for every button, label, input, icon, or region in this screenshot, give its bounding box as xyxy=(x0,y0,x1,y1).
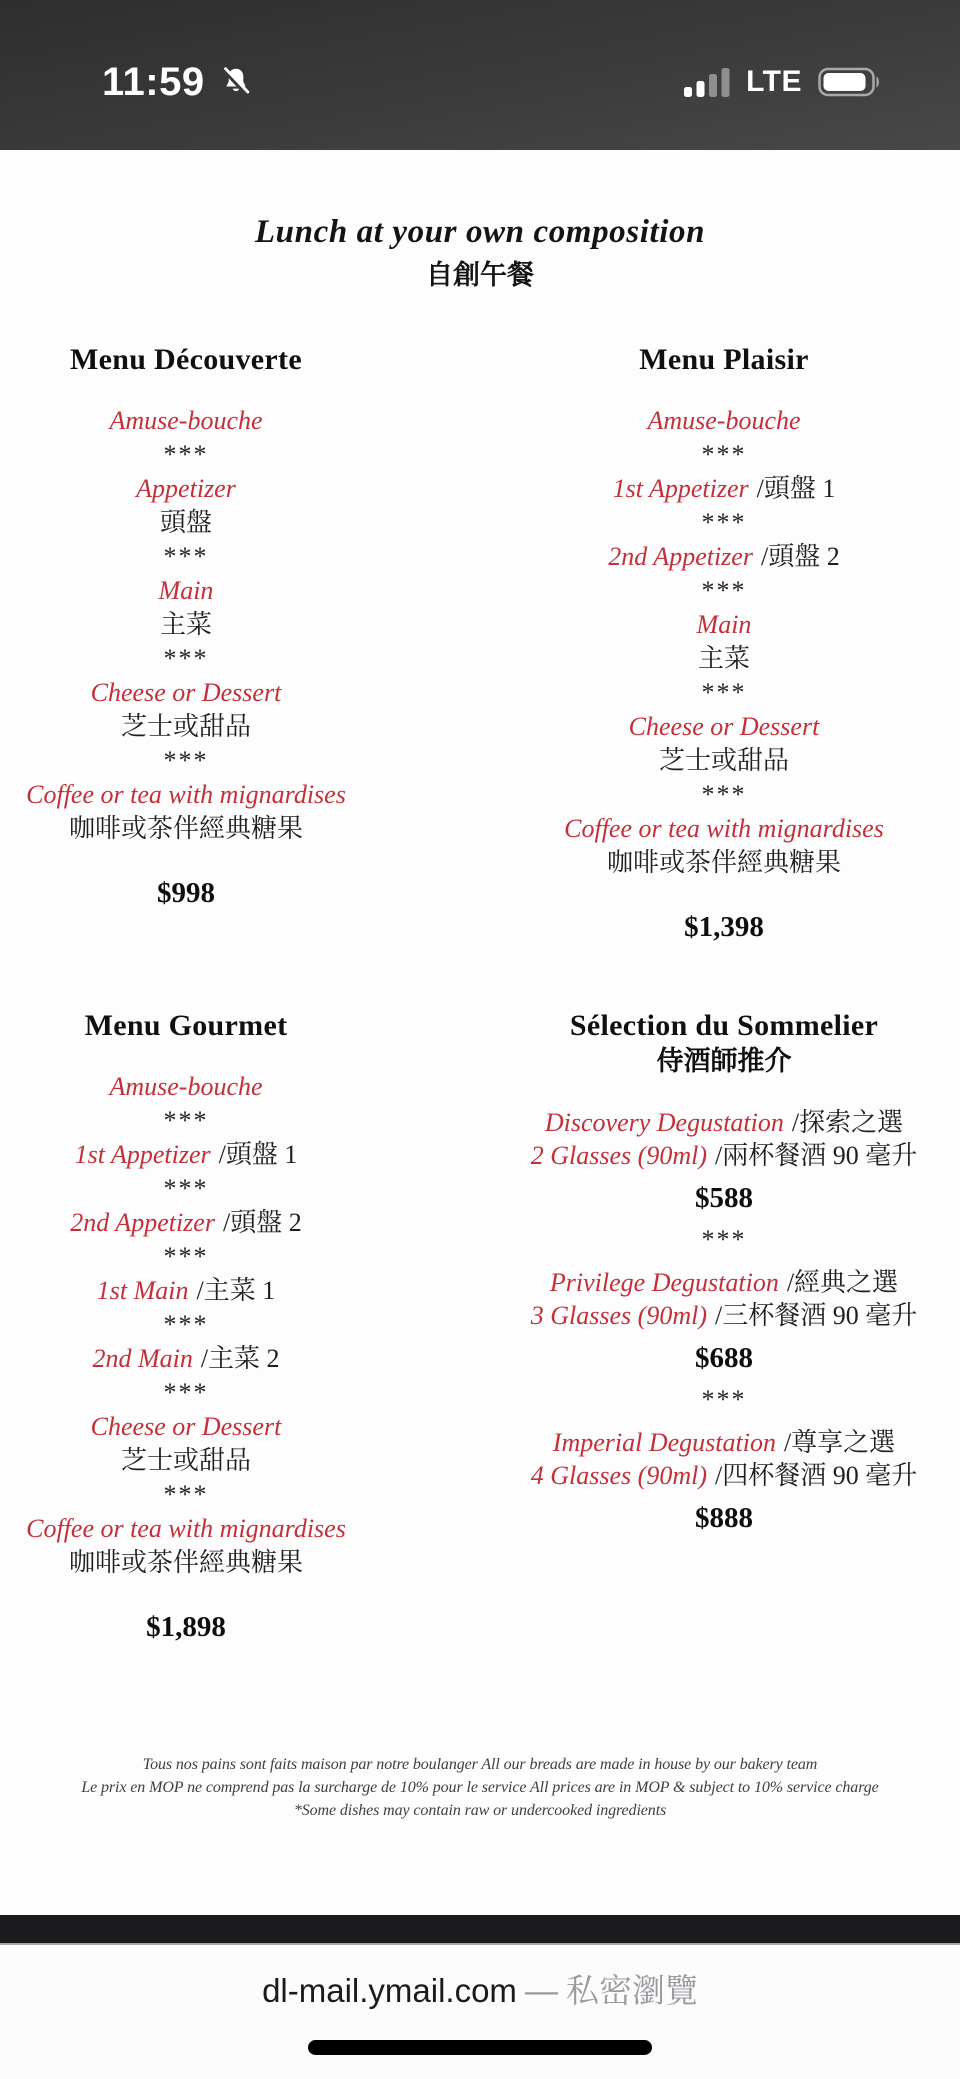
course-line xyxy=(488,404,960,438)
course-name-zh: /尊享之選 xyxy=(783,1428,896,1457)
course-separator: *** xyxy=(163,1378,209,1407)
course-line xyxy=(488,846,960,880)
notifications-silenced-icon xyxy=(217,63,255,101)
course-name-en: 3 Glasses (90ml) xyxy=(530,1301,707,1330)
course-name-en: Coffee or tea with mignardises xyxy=(26,1514,346,1543)
course-line xyxy=(0,608,372,642)
menu-price: $688 xyxy=(695,1342,753,1374)
course-separator: *** xyxy=(701,440,747,469)
course-name-en: Main xyxy=(158,576,214,605)
menu-title: Sélection du Sommelier xyxy=(569,1009,879,1042)
course-name-zh: 芝士或甜品 xyxy=(658,746,789,775)
page-title: Lunch at your own composition xyxy=(254,214,706,250)
course-name-en: Discovery Degustation xyxy=(544,1108,784,1137)
fine-print xyxy=(0,1753,960,1822)
course-line xyxy=(0,574,372,608)
course-name-zh: /探索之選 xyxy=(791,1108,904,1137)
course-name-zh: 芝士或甜品 xyxy=(120,1446,251,1475)
course-name-zh: /頭盤 2 xyxy=(760,542,840,571)
menu-price: $1,898 xyxy=(146,1611,226,1643)
url-separator: — xyxy=(524,1972,558,2009)
course-name-en: Cheese or Dessert xyxy=(628,712,820,741)
course-line xyxy=(488,1106,960,1139)
course-line xyxy=(488,1299,960,1332)
course-name-en: 2nd Appetizer xyxy=(70,1208,215,1237)
fine-print-line: Le prix en MOP ne comprend pas la surcharge de 10% pour le service All prices are in MOP & subject to 10% service charge xyxy=(81,1779,879,1796)
status-bar-right xyxy=(684,65,882,99)
course-name-en: Amuse-bouche xyxy=(647,406,801,435)
course-name-zh: 咖啡或茶伴經典糖果 xyxy=(606,848,841,877)
course-name-en: Imperial Degustation xyxy=(552,1428,776,1457)
private-browsing-label: 私密瀏覽 xyxy=(565,1972,698,2009)
menu-course-list xyxy=(0,1070,372,1644)
menu-gourmet xyxy=(0,1008,372,1644)
course-separator: *** xyxy=(701,1225,747,1254)
course-separator: *** xyxy=(163,1480,209,1509)
course-name-zh: /兩杯餐酒 90 毫升 xyxy=(714,1141,918,1170)
course-name-en: Coffee or tea with mignardises xyxy=(26,780,346,809)
course-line xyxy=(0,506,372,540)
status-bar-left xyxy=(102,60,255,105)
course-name-zh: /頭盤 2 xyxy=(222,1208,302,1237)
menu-price: $888 xyxy=(695,1502,753,1534)
course-name-zh: /主菜 1 xyxy=(196,1276,276,1305)
course-name-zh: 芝士或甜品 xyxy=(120,712,251,741)
course-separator: *** xyxy=(701,508,747,537)
course-separator: *** xyxy=(701,576,747,605)
course-line xyxy=(488,1266,960,1299)
menu-price: $1,398 xyxy=(684,911,764,943)
course-line xyxy=(0,1546,372,1580)
course-name-zh: 主菜 xyxy=(697,644,750,673)
clock-time: 11:59 xyxy=(102,59,205,104)
course-name-en: Cheese or Dessert xyxy=(90,1412,282,1441)
course-line xyxy=(0,812,372,846)
address-bar[interactable] xyxy=(0,1970,960,2012)
course-separator: *** xyxy=(701,1385,747,1414)
safari-bottom-bar xyxy=(0,1943,960,2079)
menu-title: Menu Gourmet xyxy=(84,1009,288,1042)
course-name-en: 2 Glasses (90ml) xyxy=(530,1141,707,1170)
menu-price: $588 xyxy=(695,1182,753,1214)
course-name-en: Amuse-bouche xyxy=(109,1072,263,1101)
fine-print-line: Tous nos pains sont faits maison par notre boulanger All our breads are made in house by our bakery team xyxy=(142,1756,818,1773)
course-name-en: 1st Appetizer xyxy=(612,474,749,503)
course-name-zh: /三杯餐酒 90 毫升 xyxy=(714,1301,918,1330)
cellular-signal-icon xyxy=(684,67,730,97)
url-domain: dl-mail.ymail.com xyxy=(262,1972,517,2009)
course-line xyxy=(0,1138,372,1172)
course-line xyxy=(488,608,960,642)
course-name-en: 2nd Appetizer xyxy=(608,542,753,571)
course-line xyxy=(0,676,372,710)
course-name-zh: /頭盤 1 xyxy=(218,1140,298,1169)
course-name-zh: 主菜 xyxy=(159,610,212,639)
course-line xyxy=(488,540,960,574)
selection-du-sommelier xyxy=(488,1008,960,1543)
battery-icon xyxy=(818,66,882,98)
menu-plaisir xyxy=(488,342,960,944)
course-name-en: 1st Appetizer xyxy=(74,1140,211,1169)
course-separator: *** xyxy=(163,1242,209,1271)
course-name-en: 2nd Main xyxy=(92,1344,193,1373)
course-line xyxy=(0,710,372,744)
course-separator: *** xyxy=(163,1106,209,1135)
course-line xyxy=(488,1139,960,1172)
course-name-zh: /四杯餐酒 90 毫升 xyxy=(714,1461,918,1490)
fine-print-line: *Some dishes may contain raw or undercooked ingredients xyxy=(293,1802,667,1819)
course-line xyxy=(488,710,960,744)
page-title-zh: 自創午餐 xyxy=(426,260,534,290)
menu-subtitle-zh: 侍酒師推介 xyxy=(656,1046,792,1076)
course-line xyxy=(0,1206,372,1240)
course-line xyxy=(0,1410,372,1444)
menu-decouverte xyxy=(0,342,372,910)
course-separator: *** xyxy=(163,746,209,775)
course-name-en: Privilege Degustation xyxy=(549,1268,779,1297)
course-name-en: 1st Main xyxy=(96,1276,189,1305)
course-line xyxy=(0,1444,372,1478)
menu-page xyxy=(0,150,960,1915)
course-name-en: 4 Glasses (90ml) xyxy=(530,1461,707,1490)
course-separator: *** xyxy=(163,1174,209,1203)
course-name-en: Cheese or Dessert xyxy=(90,678,282,707)
course-separator: *** xyxy=(701,678,747,707)
course-separator: *** xyxy=(701,780,747,809)
course-line xyxy=(0,1512,372,1546)
course-name-zh: 咖啡或茶伴經典糖果 xyxy=(68,1548,303,1577)
course-line xyxy=(0,1342,372,1376)
course-name-en: Appetizer xyxy=(136,474,236,503)
course-name-zh: 頭盤 xyxy=(159,508,212,537)
course-line xyxy=(488,1426,960,1459)
course-separator: *** xyxy=(163,1310,209,1339)
course-line xyxy=(0,1274,372,1308)
course-name-zh: /經典之選 xyxy=(786,1268,899,1297)
course-name-zh: /頭盤 1 xyxy=(756,474,836,503)
course-separator: *** xyxy=(163,440,209,469)
course-separator: *** xyxy=(163,644,209,673)
menu-title: Menu Plaisir xyxy=(639,343,809,376)
course-separator: *** xyxy=(163,542,209,571)
menu-price: $998 xyxy=(157,877,215,909)
page-bottom-band xyxy=(0,1915,960,1943)
menu-course-list xyxy=(488,1106,960,1535)
course-line xyxy=(0,778,372,812)
network-type-label: LTE xyxy=(746,65,802,98)
home-indicator[interactable] xyxy=(308,2040,652,2055)
course-name-en: Amuse-bouche xyxy=(109,406,263,435)
course-line xyxy=(488,1459,960,1492)
menu-title: Menu Découverte xyxy=(70,343,302,376)
course-line xyxy=(0,472,372,506)
course-line xyxy=(0,1070,372,1104)
status-bar xyxy=(0,0,960,150)
course-name-zh: 咖啡或茶伴經典糖果 xyxy=(68,814,303,843)
menu-course-list xyxy=(488,404,960,944)
course-line xyxy=(0,404,372,438)
course-line xyxy=(488,642,960,676)
course-name-en: Main xyxy=(696,610,752,639)
menu-course-list xyxy=(0,404,372,910)
course-line xyxy=(488,812,960,846)
course-name-zh: /主菜 2 xyxy=(200,1344,280,1373)
course-line xyxy=(488,472,960,506)
course-name-en: Coffee or tea with mignardises xyxy=(564,814,884,843)
course-line xyxy=(488,744,960,778)
